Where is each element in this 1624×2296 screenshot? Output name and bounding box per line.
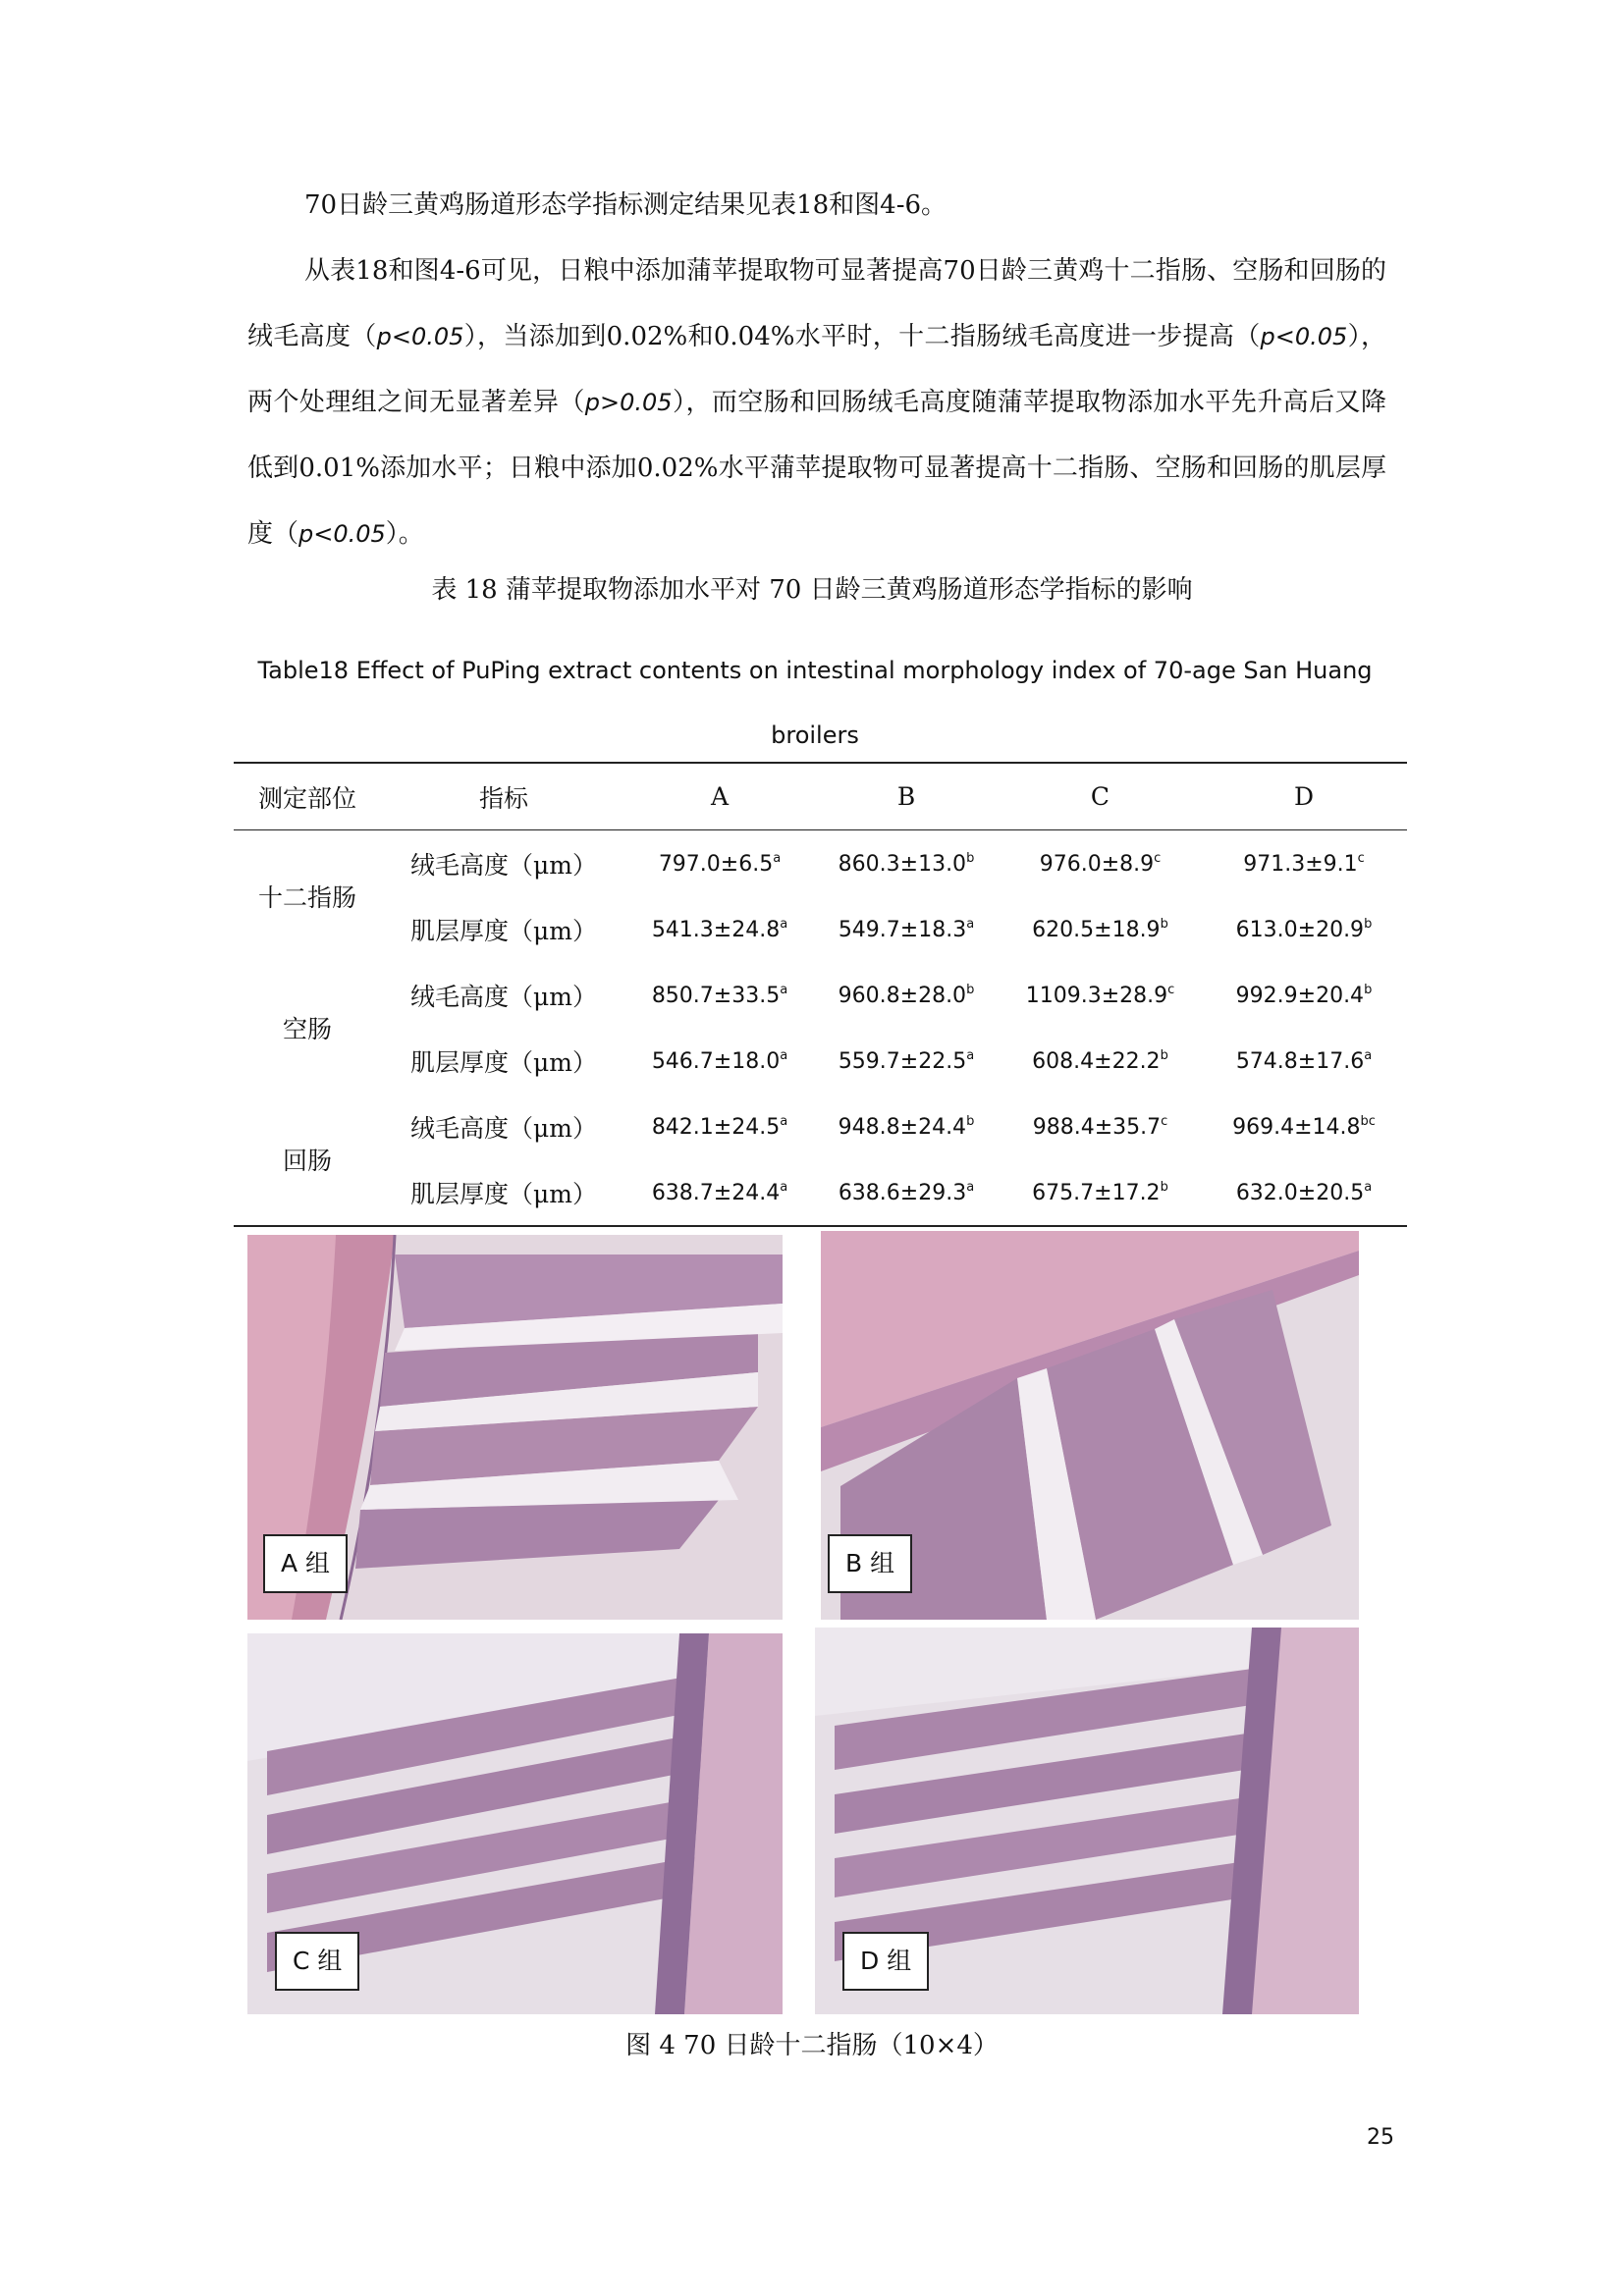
table-cell: 969.4±14.8$^{bc}$ [1232,1113,1376,1140]
index-label: 肌层厚度（μm） [410,1047,597,1077]
p-value: p<0.05 [1260,323,1348,350]
table-cell: 976.0±8.9$^c$ [1039,850,1162,877]
page-number: 25 [1367,2125,1394,2150]
table-cell: 608.4±22.2$^b$ [1032,1047,1168,1074]
table-cell: 613.0±20.9$^b$ [1235,916,1373,942]
index-label: 肌层厚度（μm） [410,1179,597,1208]
table-cell: 546.7±18.0$^a$ [651,1047,788,1074]
p-value: p<0.05 [298,520,386,548]
p-value: p>0.05 [584,389,673,416]
table-cell: 675.7±17.2$^b$ [1032,1179,1168,1205]
column-header: C [1090,782,1110,811]
results-text-5: ）。 [385,519,424,549]
table-cell: 988.4±35.7$^c$ [1032,1113,1168,1140]
column-header: A [710,782,730,811]
panel-label-a: A 组 [263,1534,348,1593]
results-text-1: 从表18和图4-6可见，日粮中添加蒲苹提取物可显著提高70日龄三黄鸡十二指肠、空肠和回肠的绒毛高度（ [247,256,1386,351]
table-row [234,1094,1407,1159]
index-label: 绒毛高度（μm） [410,982,597,1011]
results-text-2: ），当添加到0.02%和0.04%水平时，十二指肠绒毛高度进一步提高（ [463,322,1261,351]
section-label: 空肠 [282,1015,332,1043]
table-cell: 632.0±20.5$^a$ [1235,1179,1373,1205]
table-row [234,1159,1407,1226]
table-cell: 574.8±17.6$^a$ [1235,1047,1373,1074]
index-label: 绒毛高度（μm） [410,1113,597,1143]
table-cell: 620.5±18.9$^b$ [1032,916,1168,942]
table-cell: 960.8±28.0$^b$ [838,982,975,1008]
table-row [234,896,1407,962]
table-cell: 549.7±18.3$^a$ [838,916,975,942]
table-cell: 559.7±22.5$^a$ [838,1047,975,1074]
paragraph-intro: 70日龄三黄鸡肠道形态学指标测定结果见表18和图4-6。 [304,190,947,220]
column-header: 测定部位 [257,783,356,813]
table-cell: 992.9±20.4$^b$ [1235,982,1373,1008]
panel-label-b: B 组 [828,1534,912,1593]
table-cell: 850.7±33.5$^a$ [651,982,788,1008]
table-caption-cn: 表 18 蒲苹提取物添加水平对 70 日龄三黄鸡肠道形态学指标的影响 [431,575,1193,605]
table-cell: 541.3±24.8$^a$ [651,916,788,942]
index-label: 肌层厚度（μm） [410,916,597,945]
results-text-4: ），而空肠和回肠绒毛高度随蒲苹提取物添加水平先升高后又降低到0.01%添加水平；日粮中添加0.02%水平蒲苹提取物可显著提高十二指肠、空肠和回肠的肌层厚度（ [247,388,1386,549]
figure-caption: 图 4 70 日龄十二指肠（10×4） [625,2031,999,2060]
table-cell: 797.0±6.5$^a$ [658,850,782,877]
panel-label-d: D 组 [842,1932,929,1991]
section-label: 回肠 [282,1147,332,1175]
results-text-3: ），两个处理组之间无显著差异（ [247,322,1386,417]
table-row [234,830,1407,897]
table-row [234,962,1407,1028]
table-cell: 971.3±9.1$^c$ [1243,850,1365,877]
table-cell: 860.3±13.0$^b$ [838,850,975,877]
column-header: D [1293,782,1315,811]
section-label: 十二指肠 [257,883,356,912]
table-cell: 638.7±24.4$^a$ [651,1179,788,1205]
paragraph-results [247,239,1386,567]
table-caption-en: Table18 Effect of PuPing extract contents on intestinal morphology index of 70-age San Huang broilers [257,657,1373,749]
table-header-row [234,763,1407,830]
panel-label-c: C 组 [275,1932,359,1991]
column-header: 指标 [478,783,528,813]
table-cell: 842.1±24.5$^a$ [651,1113,788,1140]
column-header: B [896,782,916,811]
table-cell: 948.8±24.4$^b$ [838,1113,975,1140]
p-value: p<0.05 [376,323,464,350]
table-cell: 1109.3±28.9$^c$ [1025,982,1175,1008]
table-cell: 638.6±29.3$^a$ [838,1179,975,1205]
table-row [234,1028,1407,1094]
index-label: 绒毛高度（μm） [410,850,597,880]
morphology-table [234,762,1407,1227]
